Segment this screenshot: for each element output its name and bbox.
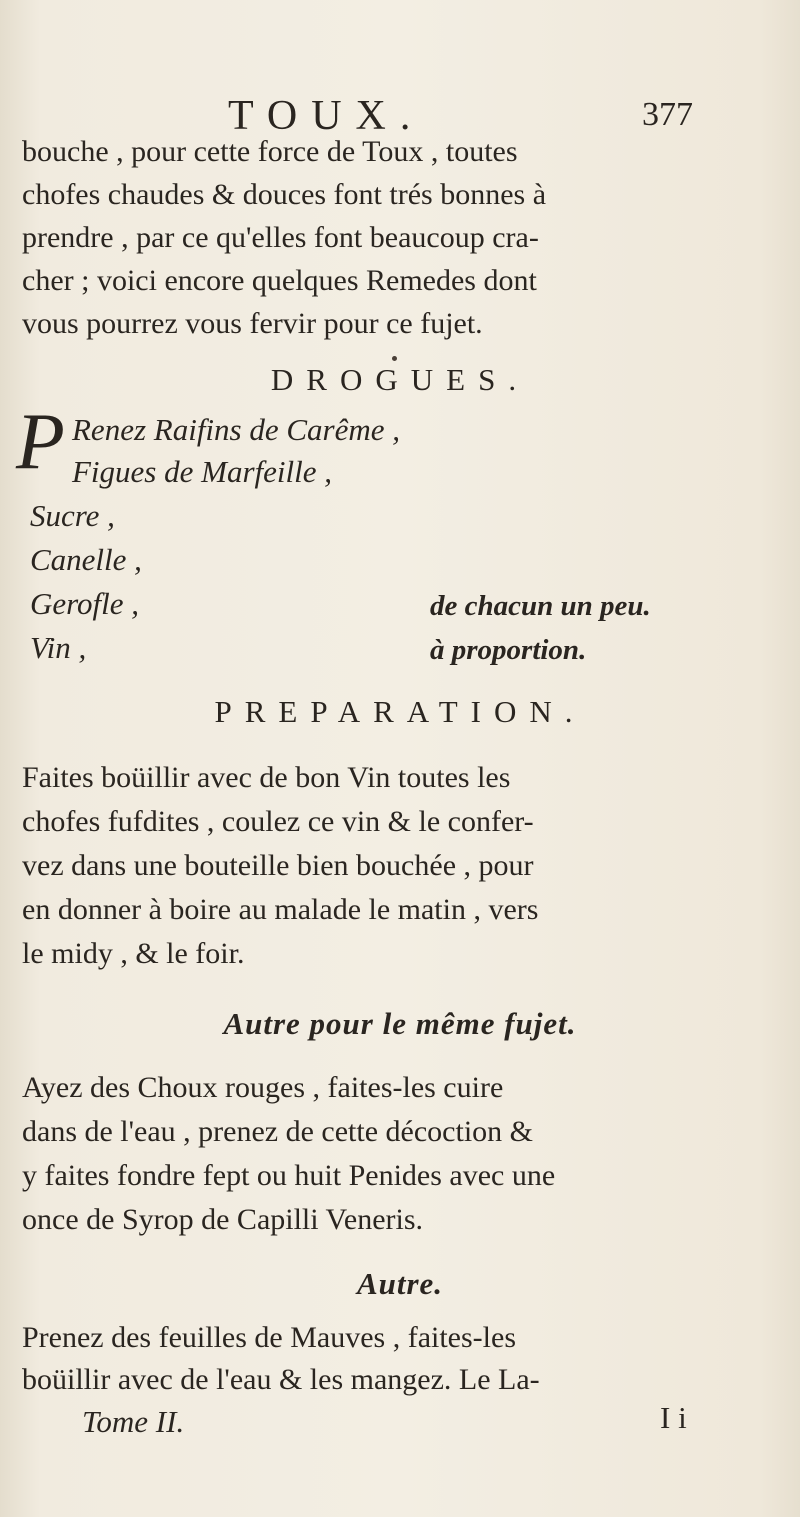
ingredient-item: Figues de Marfeille , [72,454,332,489]
section-heading-autre-meme: Autre pour le même fujet. [223,1006,577,1041]
volume-signature: Tome II. [82,1404,185,1439]
ingredient-item: Canelle , [30,542,142,577]
ingredient-item: Vin , [30,630,87,665]
ornament-dot [392,356,397,361]
page-number: 377 [642,96,693,133]
text-line: en donner à boire au malade le matin , vers [22,893,539,926]
ingredient-item: Renez Raifins de Carême , [72,412,401,447]
text-line: Ayez des Choux rouges , faites-les cuire [22,1071,504,1104]
text-line: cher ; voici encore quelques Remedes dont [22,264,537,297]
quantity-note: à proportion. [430,634,587,666]
text-line: Prenez des feuilles de Mauves , faites-les [22,1321,516,1354]
ingredient-item: Sucre , [30,498,115,533]
text-line: bouche , pour cette force de Toux , toutes [22,135,518,168]
ingredient-item: Gerofle , [30,586,140,621]
text-line: Faites boüillir avec de bon Vin toutes les [22,761,511,794]
quantity-note: de chacun un peu. [430,590,651,622]
text-line: chofes fufdites , coulez ce vin & le confer- [22,805,534,838]
running-title: TOUX. [228,93,425,139]
text-line: prendre , par ce qu'elles font beaucoup cra- [22,221,539,254]
text-line: dans de l'eau , prenez de cette décoction & [22,1115,533,1148]
gathering-mark: I i [660,1400,687,1435]
section-heading-preparation: PREPARATION. [214,694,586,729]
text-line: y faites fondre fept ou huit Penides avec une [22,1159,556,1192]
text-line: once de Syrop de Capilli Veneris. [22,1203,424,1236]
text-line: vez dans une bouteille bien bouchée , pour [22,849,534,882]
text-line: boüillir avec de l'eau & les mangez. Le La- [22,1363,540,1396]
text-line: chofes chaudes & douces font trés bonnes à [22,178,547,211]
text-line: vous pourrez vous fervir pour ce fujet. [22,307,483,340]
drop-cap: P [16,398,65,486]
section-heading-drogues: DROGUES. [270,362,530,397]
text-line: le midy , & le foir. [22,937,245,970]
section-heading-autre: Autre. [356,1266,444,1301]
